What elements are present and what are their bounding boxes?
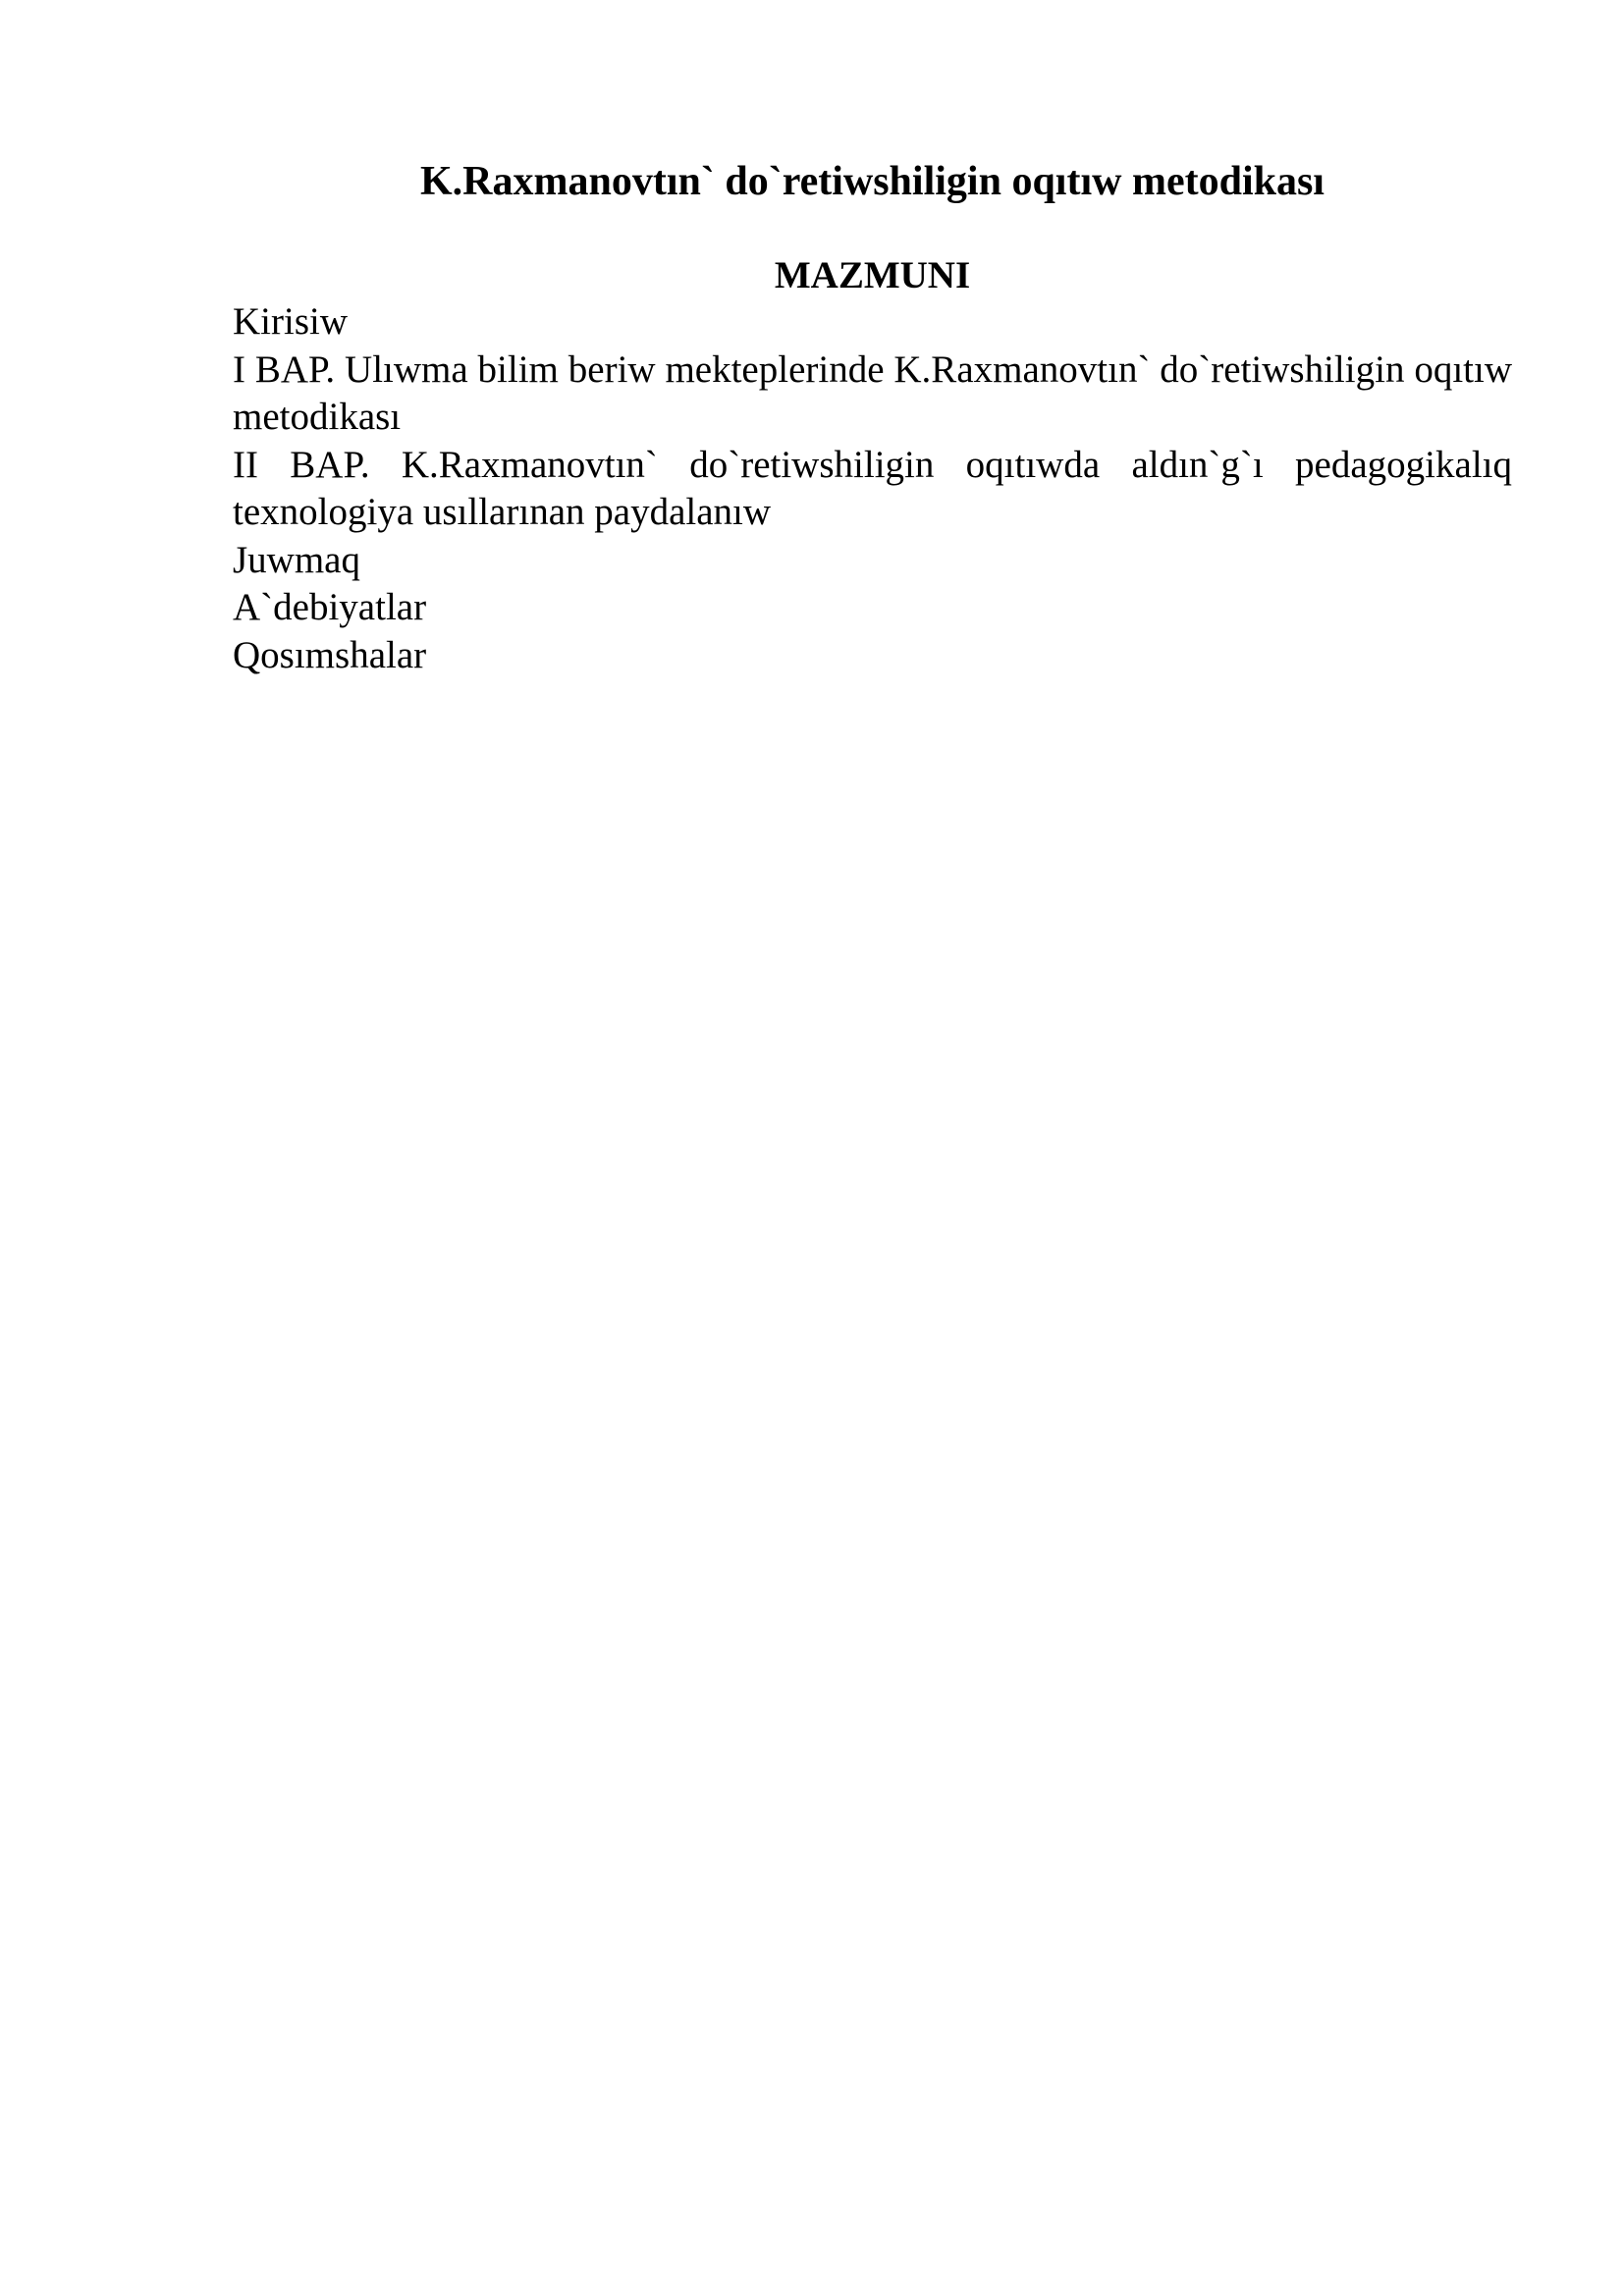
toc-item-conclusion: Juwmaq (233, 538, 360, 581)
toc-item-introduction: Kirisiw (233, 300, 348, 343)
toc-item-appendices: Qosımshalar (233, 633, 427, 676)
document-title: K.Raxmanovtın` do`retiwshiligin oqıtıw metodikası (420, 159, 1325, 204)
toc-item-chapter-2: II BAP. K.Raxmanovtın` do`retiwshiligin oqıtıwda aldın`g`ı pedagogikalıq texnologiya usıllarınan paydalanıw (233, 443, 1512, 533)
toc-heading: MAZMUNI (774, 254, 971, 296)
table-of-contents (233, 298, 1512, 679)
toc-item-references: A`debiyatlar (233, 586, 427, 628)
toc-item-chapter-1: I BAP. Ulıwma bilim beriw mekteplerinde K.Raxmanovtın` do`retiwshiligin oqıtıw metodikası (233, 347, 1512, 438)
